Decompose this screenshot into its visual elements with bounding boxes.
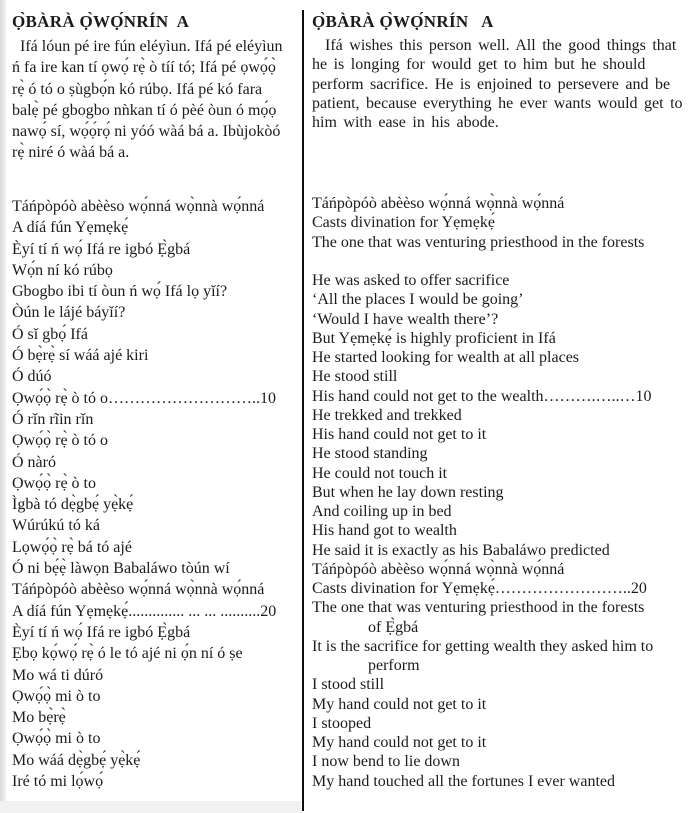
yoruba-column-title: Ọ̀BÀRÀ Ọ̀WỌ́NRÍN A [12, 12, 190, 31]
yoruba-verse-line: Wúrúkú tó ká [12, 517, 100, 535]
yoruba-verse-line: Ọwọ́ọ̀ mi ò to [12, 730, 101, 748]
english-verse-line: He trekked and trekked [312, 406, 462, 424]
english-verse-line: ‘All the places I would be going’ [312, 291, 524, 309]
english-column-title: Ọ̀BÀRÀ Ọ̀WỌ́NRÍN A [312, 12, 494, 31]
yoruba-verse-line: Mo wáá dẹ̀gbẹ́ yẹ̀kẹ́ [12, 751, 141, 769]
page-bottom-shadow [0, 801, 301, 813]
english-verse-line [312, 252, 688, 271]
yoruba-verse-line: Ọwọ́ọ̀ rẹ̀ ò to [12, 474, 96, 492]
yoruba-intro-paragraph [12, 36, 298, 164]
yoruba-paragraph-line: balẹ̀ pé gbogbo nǹkan tí ó pèé òun ó mọ́ọ [12, 101, 277, 119]
english-verse-line: I stood still [312, 676, 385, 694]
yoruba-verse-line: Òún le lájé báyǐí? [12, 304, 126, 322]
english-paragraph-line: Ifá wishes this person well. All the good things that [312, 37, 677, 54]
english-verse-line: The one that was venturing priesthood in the forests [312, 599, 645, 617]
english-verse-line: He was asked to offer sacrifice [312, 272, 510, 289]
english-verse-line: It is the sacrifice for getting wealth they asked him to [312, 637, 654, 655]
english-verse-line: My hand could not get to it [312, 695, 487, 713]
english-intro-paragraph [312, 36, 688, 132]
yoruba-verse-line: Ọwọ́ọ̀ mi ò to [12, 687, 101, 705]
english-paragraph-line: he is longing for would get to him but he should [312, 56, 646, 74]
english-verse-line: of Ẹ̀gbá [312, 618, 419, 636]
english-verse-line: Táńpòpóò abèèso wọ́nná wọ̀nnà wọ́nná [312, 560, 565, 578]
english-verse-line: But Yẹmẹkẹ́ is highly proficient in Ifá [312, 329, 556, 347]
english-paragraph-line: patient, because everything he ever wants would get to [312, 94, 683, 112]
english-verse-line: His hand could not get to it [312, 426, 487, 443]
english-verse-line: Casts divination for Yẹmẹkẹ́……………………..20 [312, 580, 647, 597]
english-verse-line: The one that was venturing priesthood in the forests [312, 233, 645, 251]
yoruba-verse-line: A díá fún Yẹmẹkẹ́ [12, 219, 129, 237]
english-verse-block [312, 194, 688, 791]
yoruba-verse-line: Gbogbo ibi tí òun ń wọ́ Ifá lọ yǐí? [12, 283, 228, 301]
yoruba-verse-line: A díá fún Yẹmẹkẹ́.............. ... ... ..........20 [12, 602, 277, 620]
english-verse-line: His hand got to wealth [312, 522, 457, 540]
page-edge-shadow [0, 0, 6, 813]
yoruba-paragraph-line: rẹ̀ ó tó o ṣùgbọ́n kó rúbọ. Ifá pé kó fara [12, 80, 263, 98]
yoruba-verse-line: Táńpòpóò abèèso wọ́nná wọ̀nnà wọ́nná [12, 198, 265, 215]
yoruba-paragraph-line: Ifá lóun pé ire fún eléyìun. Ifá pé eléyìun [12, 38, 283, 55]
english-paragraph-line: him with ease in his abode. [312, 114, 499, 131]
english-verse-line: He started looking for wealth at all places [312, 349, 580, 366]
yoruba-paragraph-line: ń fa ire kan tí ọwọ́ rẹ̀ ò tíí tó; Ifá pé ọwọ́ọ̀ [12, 59, 276, 77]
yoruba-verse-line: Ó sǐ gbọ́ Ifá [12, 325, 88, 343]
english-verse-line: And coiling up in bed [312, 503, 452, 520]
yoruba-verse-block [12, 196, 298, 792]
english-verse-line: I stooped [312, 714, 372, 732]
english-verse-line: But when he lay down resting [312, 483, 504, 501]
english-verse-line: He stood still [312, 368, 398, 386]
yoruba-verse-line: Ó dúó [12, 368, 52, 386]
english-verse-line: ‘Would I have wealth there’? [312, 310, 499, 328]
yoruba-verse-line: Mo bẹ̀rẹ̀ [12, 709, 66, 727]
yoruba-verse-line: Ọwọ́ọ̀ rẹ̀ ò tó o [12, 432, 108, 450]
english-verse-line: My hand touched all the fortunes I ever wanted [312, 772, 616, 790]
english-verse-line: My hand could not get to it [312, 734, 487, 751]
yoruba-paragraph-line: nawọ́ sí, wọ́ọ́rọ́ ni yóó wàá bá a. Ibùjokòó [12, 123, 281, 141]
yoruba-verse-line: Iré tó mi lọ́wọ́ [12, 773, 104, 791]
english-verse-line: He stood standing [312, 445, 428, 463]
english-column [312, 12, 688, 790]
yoruba-verse-line: Ìgbà tó dẹ̀gbẹ́ yẹ̀kẹ́ [12, 496, 134, 514]
yoruba-paragraph-line: rẹ̀ niré ó wàá bá a. [12, 144, 130, 162]
yoruba-verse-line: Ó bẹ̀rẹ̀ sí wáá ajé kiri [12, 347, 149, 365]
yoruba-verse-line: Ọwọ́ọ̀ rẹ̀ ò tó o………………………..10 [12, 389, 276, 407]
yoruba-verse-line: Wọ́n ní kó rúbọ [12, 261, 113, 279]
english-paragraph-line: perform sacrifice. He is enjoined to persevere and be [312, 75, 671, 93]
yoruba-verse-line: Èyí tí ń wọ́ Ifá re igbó Ẹ̀gbá [12, 240, 191, 258]
english-verse-line: Casts divination for Yẹmẹkẹ́ [312, 214, 495, 232]
english-verse-line: Táńpòpóò abèèso wọ́nná wọ̀nnà wọ́nná [312, 195, 565, 212]
yoruba-verse-line: Èyí tí ń wọ́ Ifá re igbó Ẹ̀gbá [12, 623, 191, 641]
yoruba-verse-line: Ó rǐn rĩin rǐn [12, 410, 94, 428]
yoruba-column [12, 12, 298, 791]
yoruba-verse-line: Ẹbọ kọ́wọ́ rẹ̀ ó le tó ajé ni ọ́n ní ó ṣe [12, 645, 243, 663]
yoruba-verse-line: Lọwọ́ọ̀ rẹ̀ bá tó ajé [12, 538, 132, 556]
english-verse-line: perform [312, 657, 420, 674]
yoruba-verse-line: Ó nàró [12, 453, 56, 471]
yoruba-verse-line: Ó ni bẹ́ẹ̀ làwọn Babaláwo tòún wí [12, 560, 230, 578]
english-verse-line: I now bend to lie down [312, 753, 460, 771]
column-divider-rule [302, 10, 304, 811]
english-verse-line: He could not touch it [312, 464, 448, 482]
english-verse-line: His hand could not get to the wealth……….…..…10 [312, 387, 652, 405]
yoruba-verse-line: Mo wá ti dúró [12, 666, 104, 684]
english-verse-line: He said it is exactly as his Babaláwo predicted [312, 541, 610, 559]
yoruba-verse-line: Táńpòpóò abèèso wọ́nná wọ̀nnà wọ́nná [12, 581, 265, 599]
